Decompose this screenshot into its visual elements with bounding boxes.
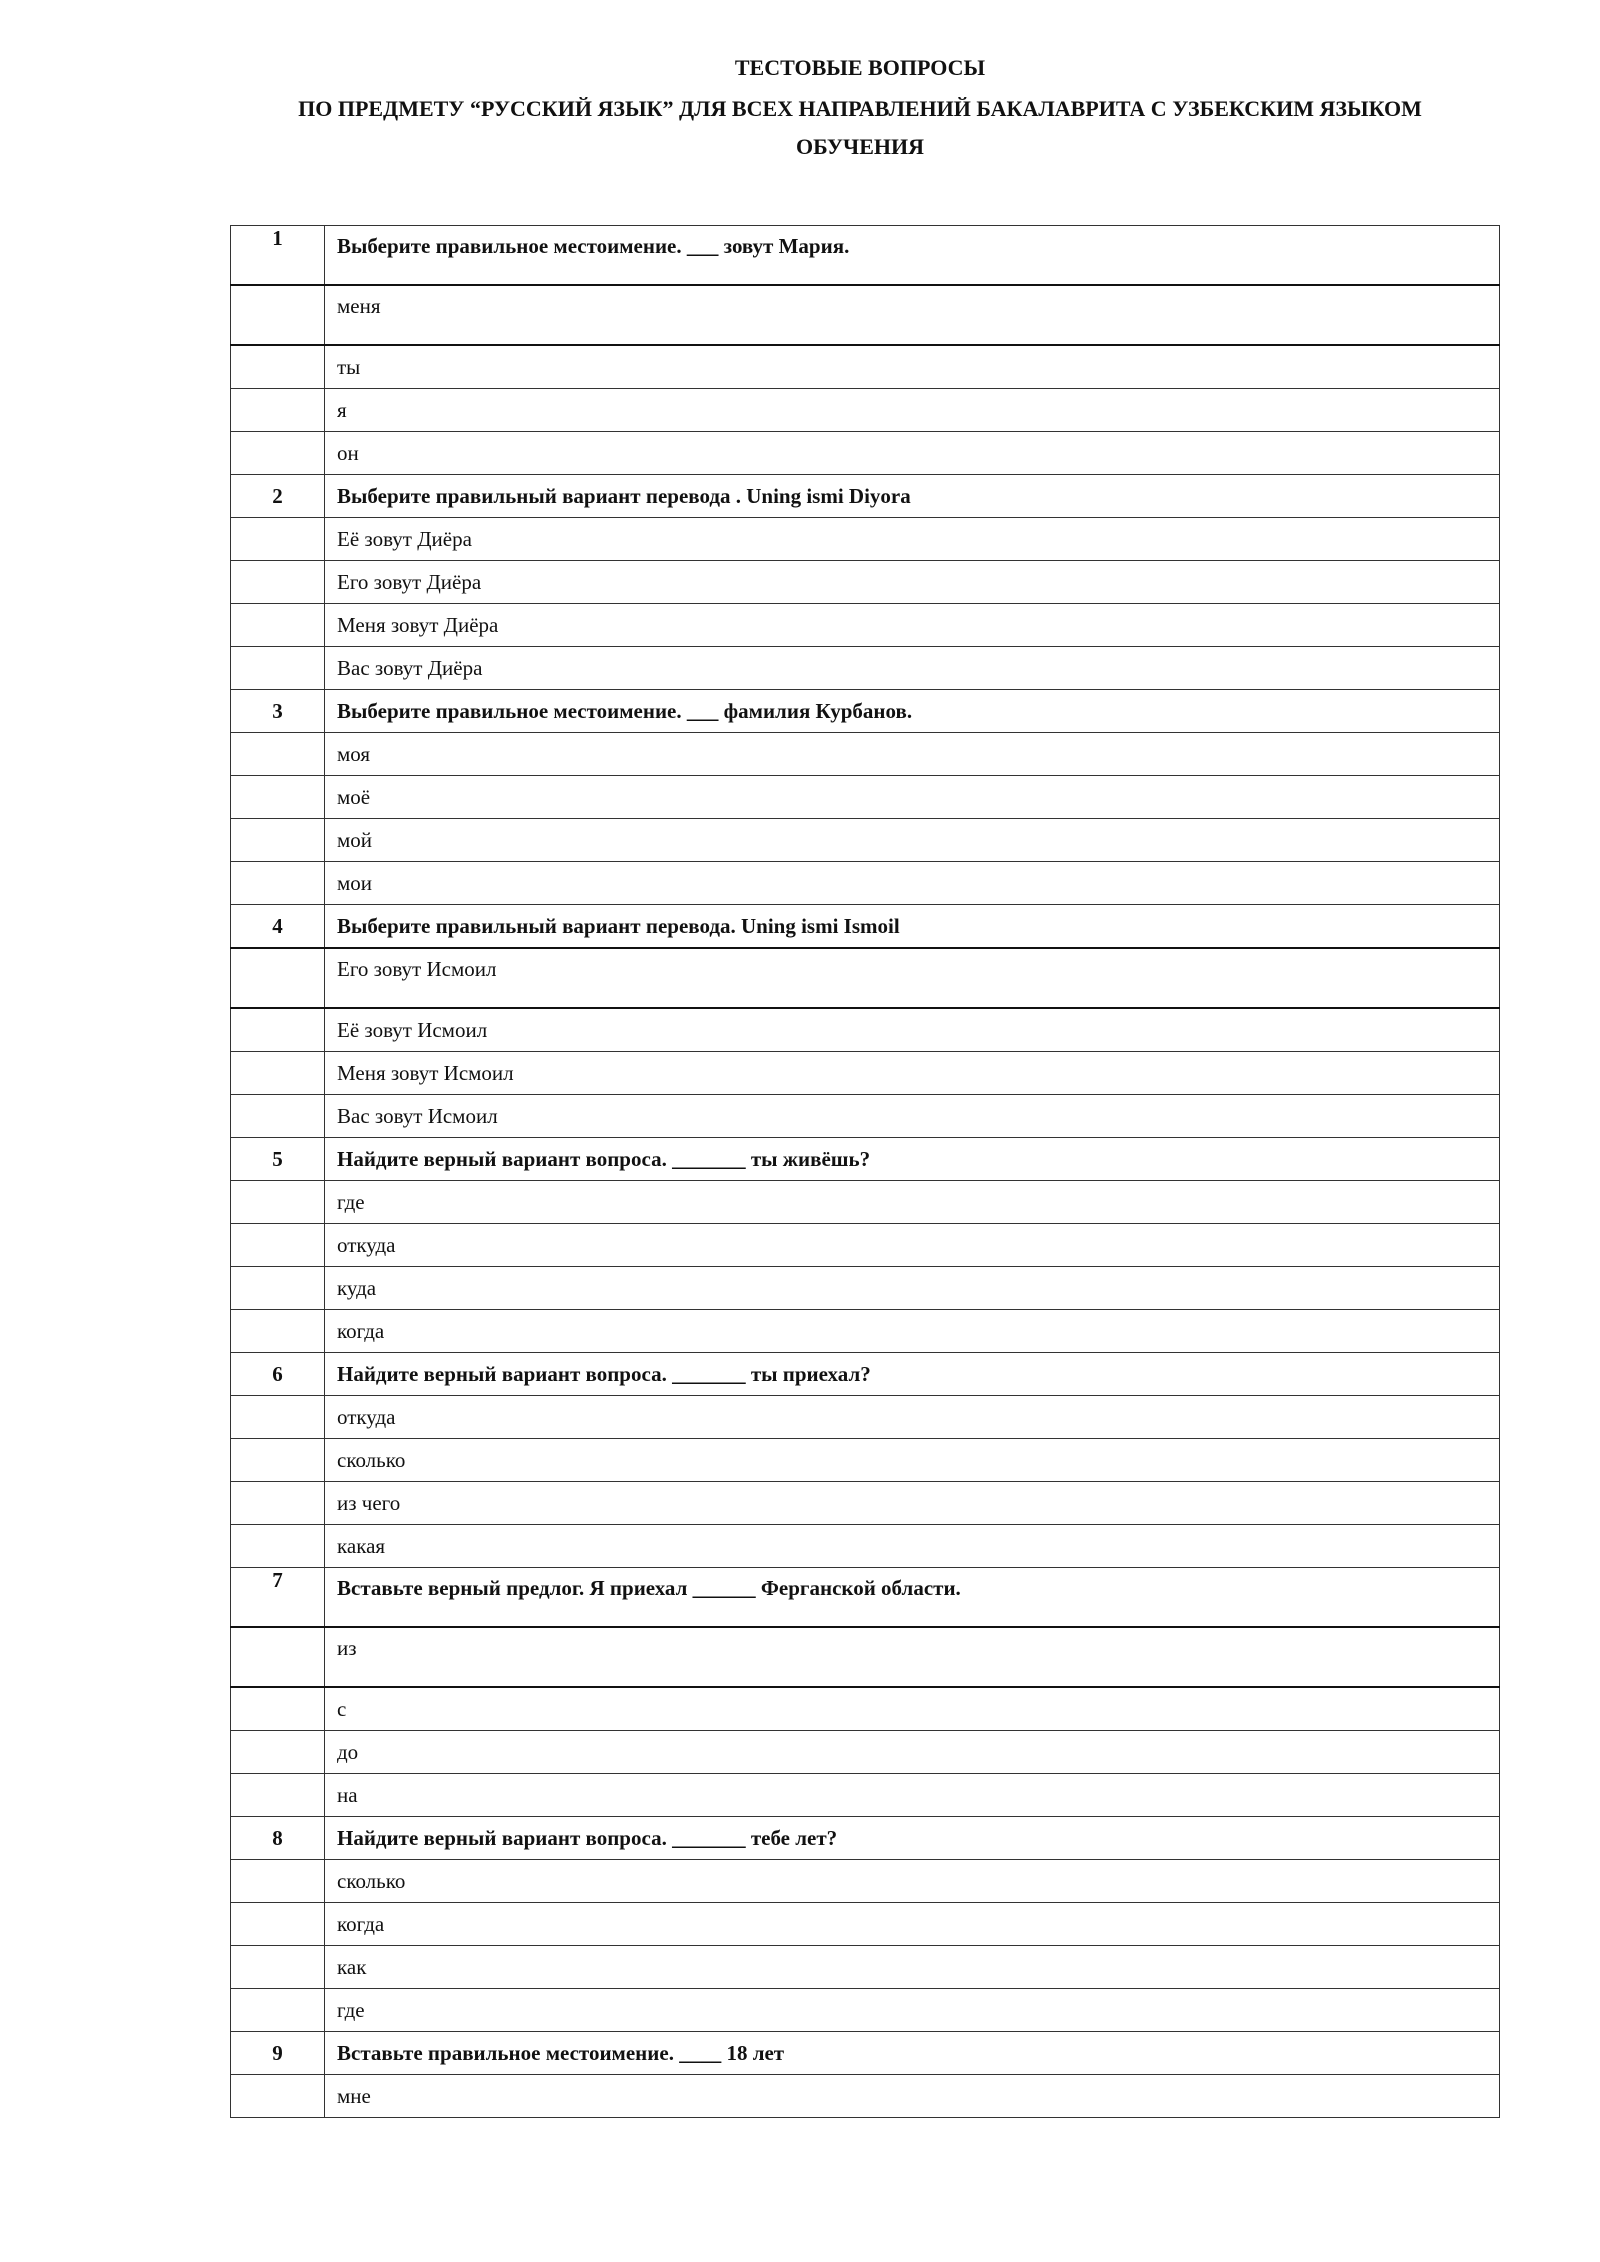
answer-marker-cell	[231, 1903, 325, 1946]
answer-row	[231, 1095, 1500, 1138]
question-number: 8	[231, 1817, 325, 1860]
answer-option: из чего	[325, 1482, 1500, 1525]
answer-marker-cell	[231, 432, 325, 475]
question-number: 1	[231, 226, 325, 286]
answer-row	[231, 1525, 1500, 1568]
answer-option: моё	[325, 776, 1500, 819]
document-subtitle-continued: ОБУЧЕНИЯ	[796, 134, 924, 159]
answer-marker-cell	[231, 1860, 325, 1903]
answer-marker-cell	[231, 1482, 325, 1525]
question-number: 5	[231, 1138, 325, 1181]
answer-option: Меня зовут Диёра	[325, 604, 1500, 647]
answer-marker-cell	[231, 1310, 325, 1353]
answer-row	[231, 1687, 1500, 1731]
question-row	[231, 1568, 1500, 1628]
answer-option: до	[325, 1731, 1500, 1774]
answer-option: какая	[325, 1525, 1500, 1568]
question-text: Выберите правильный вариант перевода . Uning ismi Diyora	[325, 475, 1500, 518]
answer-option: где	[325, 1181, 1500, 1224]
answer-row	[231, 1267, 1500, 1310]
question-text: Найдите верный вариант вопроса. _______ ты живёшь?	[325, 1138, 1500, 1181]
answer-marker-cell	[231, 1439, 325, 1482]
question-text: Вставьте верный предлог. Я приехал ______ Ферганской области.	[325, 1568, 1500, 1628]
answer-row	[231, 776, 1500, 819]
answer-option: Вас зовут Диёра	[325, 647, 1500, 690]
answer-marker-cell	[231, 1731, 325, 1774]
answer-row	[231, 1946, 1500, 1989]
answer-option: моя	[325, 733, 1500, 776]
answer-row	[231, 1731, 1500, 1774]
answer-marker-cell	[231, 389, 325, 432]
answer-option: Его зовут Исмоил	[325, 948, 1500, 1008]
answer-option: он	[325, 432, 1500, 475]
answer-row	[231, 948, 1500, 1008]
question-row	[231, 1817, 1500, 1860]
answer-row	[231, 561, 1500, 604]
question-number: 9	[231, 2032, 325, 2075]
answer-row	[231, 432, 1500, 475]
question-number: 4	[231, 905, 325, 949]
answer-row	[231, 1052, 1500, 1095]
answer-option: Её зовут Диёра	[325, 518, 1500, 561]
answer-row	[231, 819, 1500, 862]
answer-marker-cell	[231, 1181, 325, 1224]
answer-row	[231, 1181, 1500, 1224]
answer-option: сколько	[325, 1860, 1500, 1903]
answer-option: из	[325, 1627, 1500, 1687]
answer-option: где	[325, 1989, 1500, 2032]
answer-marker-cell	[231, 1224, 325, 1267]
question-number: 6	[231, 1353, 325, 1396]
document-header	[200, 52, 1520, 166]
answer-option: Меня зовут Исмоил	[325, 1052, 1500, 1095]
answer-option: Вас зовут Исмоил	[325, 1095, 1500, 1138]
answer-row	[231, 518, 1500, 561]
answer-row	[231, 2075, 1500, 2118]
answer-option: мне	[325, 2075, 1500, 2118]
answer-marker-cell	[231, 1989, 325, 2032]
answer-marker-cell	[231, 518, 325, 561]
answer-marker-cell	[231, 733, 325, 776]
question-number: 2	[231, 475, 325, 518]
quiz-table	[230, 225, 1500, 2118]
question-row	[231, 1353, 1500, 1396]
question-row	[231, 226, 1500, 286]
answer-row	[231, 1774, 1500, 1817]
answer-marker-cell	[231, 1946, 325, 1989]
question-text: Выберите правильное местоимение. ___ фамилия Курбанов.	[325, 690, 1500, 733]
answer-option: откуда	[325, 1396, 1500, 1439]
answer-row	[231, 1989, 1500, 2032]
answer-row	[231, 1224, 1500, 1267]
question-row	[231, 475, 1500, 518]
answer-marker-cell	[231, 1008, 325, 1052]
answer-marker-cell	[231, 1267, 325, 1310]
answer-row	[231, 1310, 1500, 1353]
answer-marker-cell	[231, 2075, 325, 2118]
answer-row	[231, 647, 1500, 690]
answer-marker-cell	[231, 862, 325, 905]
answer-marker-cell	[231, 1396, 325, 1439]
answer-marker-cell	[231, 604, 325, 647]
answer-marker-cell	[231, 345, 325, 389]
answer-marker-cell	[231, 647, 325, 690]
answer-row	[231, 389, 1500, 432]
question-text: Вставьте правильное местоимение. ____ 18 лет	[325, 2032, 1500, 2075]
answer-marker-cell	[231, 1687, 325, 1731]
answer-option: я	[325, 389, 1500, 432]
answer-marker-cell	[231, 285, 325, 345]
answer-row	[231, 1008, 1500, 1052]
answer-option: сколько	[325, 1439, 1500, 1482]
question-number: 7	[231, 1568, 325, 1628]
answer-row	[231, 285, 1500, 345]
answer-marker-cell	[231, 1525, 325, 1568]
document-title: ТЕСТОВЫЕ ВОПРОСЫ	[734, 55, 986, 80]
answer-option: мой	[325, 819, 1500, 862]
question-row	[231, 905, 1500, 949]
question-text: Найдите верный вариант вопроса. _______ тебе лет?	[325, 1817, 1500, 1860]
answer-option: куда	[325, 1267, 1500, 1310]
question-text: Выберите правильный вариант перевода. Uning ismi Ismoil	[325, 905, 1500, 949]
answer-marker-cell	[231, 948, 325, 1008]
answer-option: меня	[325, 285, 1500, 345]
answer-marker-cell	[231, 1052, 325, 1095]
answer-marker-cell	[231, 819, 325, 862]
document-subtitle: ПО ПРЕДМЕТУ “РУССКИЙ ЯЗЫК” ДЛЯ ВСЕХ НАПРАВЛЕНИЙ БАКАЛАВРИТА С УЗБЕКСКИМ ЯЗЫКОМ	[298, 96, 1422, 121]
answer-row	[231, 1627, 1500, 1687]
question-row	[231, 2032, 1500, 2075]
answer-option: мои	[325, 862, 1500, 905]
answer-option: Её зовут Исмоил	[325, 1008, 1500, 1052]
answer-row	[231, 862, 1500, 905]
question-number: 3	[231, 690, 325, 733]
answer-option: как	[325, 1946, 1500, 1989]
question-text: Выберите правильное местоимение. ___ зовут Мария.	[325, 226, 1500, 286]
question-row	[231, 1138, 1500, 1181]
answer-marker-cell	[231, 1774, 325, 1817]
answer-marker-cell	[231, 776, 325, 819]
answer-option: Его зовут Диёра	[325, 561, 1500, 604]
question-row	[231, 690, 1500, 733]
answer-option: когда	[325, 1903, 1500, 1946]
answer-row	[231, 1903, 1500, 1946]
answer-row	[231, 604, 1500, 647]
answer-option: откуда	[325, 1224, 1500, 1267]
answer-row	[231, 1482, 1500, 1525]
answer-option: ты	[325, 345, 1500, 389]
answer-option: на	[325, 1774, 1500, 1817]
answer-row	[231, 1396, 1500, 1439]
answer-row	[231, 1860, 1500, 1903]
answer-row	[231, 733, 1500, 776]
answer-row	[231, 345, 1500, 389]
answer-option: с	[325, 1687, 1500, 1731]
answer-row	[231, 1439, 1500, 1482]
answer-marker-cell	[231, 561, 325, 604]
answer-option: когда	[325, 1310, 1500, 1353]
answer-marker-cell	[231, 1095, 325, 1138]
answer-marker-cell	[231, 1627, 325, 1687]
question-text: Найдите верный вариант вопроса. _______ ты приехал?	[325, 1353, 1500, 1396]
